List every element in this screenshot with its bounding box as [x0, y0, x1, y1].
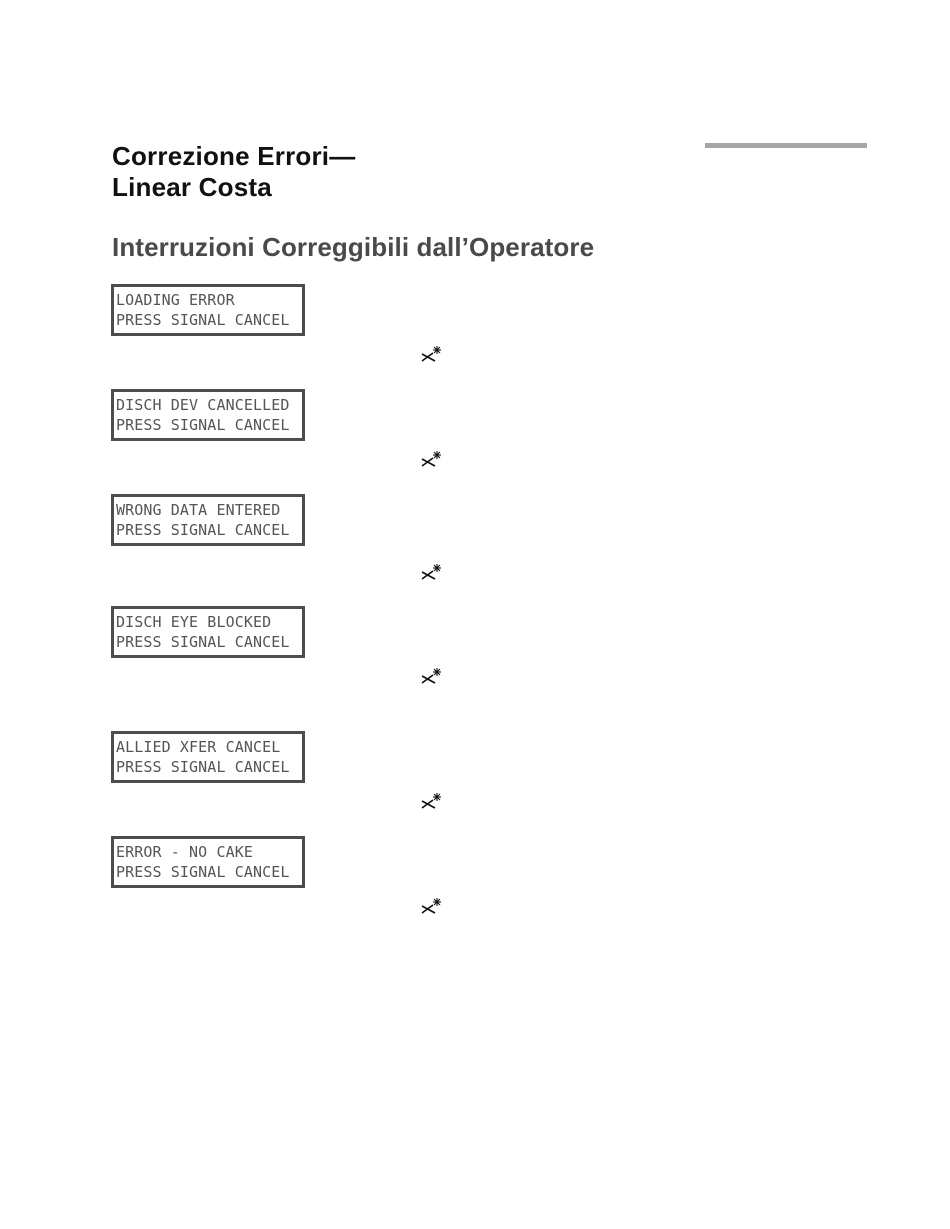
chapter-title-line-1: Correzione Errori—: [112, 141, 356, 171]
display-message-wrong-data-entered: [111, 494, 305, 546]
header-rule: [705, 143, 867, 148]
signal-cancel-icon: [419, 449, 445, 469]
display-line-1: LOADING ERROR: [116, 291, 235, 309]
chapter-title-line-2: Linear Costa: [112, 172, 272, 202]
display-message-disch-dev-cancelled: [111, 389, 305, 441]
display-message-error-no-cake: [111, 836, 305, 888]
display-line-1: ALLIED XFER CANCEL: [116, 738, 281, 756]
display-message-allied-xfer-cancel: [111, 731, 305, 783]
signal-cancel-icon: [419, 344, 445, 364]
display-line-1: WRONG DATA ENTERED: [116, 501, 281, 519]
display-line-1: ERROR - NO CAKE: [116, 843, 253, 861]
display-line-2: PRESS SIGNAL CANCEL: [116, 416, 290, 434]
signal-cancel-icon: [419, 562, 445, 582]
display-line-2: PRESS SIGNAL CANCEL: [116, 758, 290, 776]
display-message-loading-error: [111, 284, 305, 336]
display-line-1: DISCH EYE BLOCKED: [116, 613, 272, 631]
chapter-title: [112, 141, 355, 203]
signal-cancel-icon: [419, 896, 445, 916]
display-line-2: PRESS SIGNAL CANCEL: [116, 521, 290, 539]
display-line-2: PRESS SIGNAL CANCEL: [116, 311, 290, 329]
signal-cancel-icon: [419, 791, 445, 811]
display-line-1: DISCH DEV CANCELLED: [116, 396, 290, 414]
display-line-2: PRESS SIGNAL CANCEL: [116, 633, 290, 651]
display-line-2: PRESS SIGNAL CANCEL: [116, 863, 290, 881]
signal-cancel-icon: [419, 666, 445, 686]
section-title: Interruzioni Correggibili dall’Operatore: [112, 232, 595, 262]
display-message-disch-eye-blocked: [111, 606, 305, 658]
